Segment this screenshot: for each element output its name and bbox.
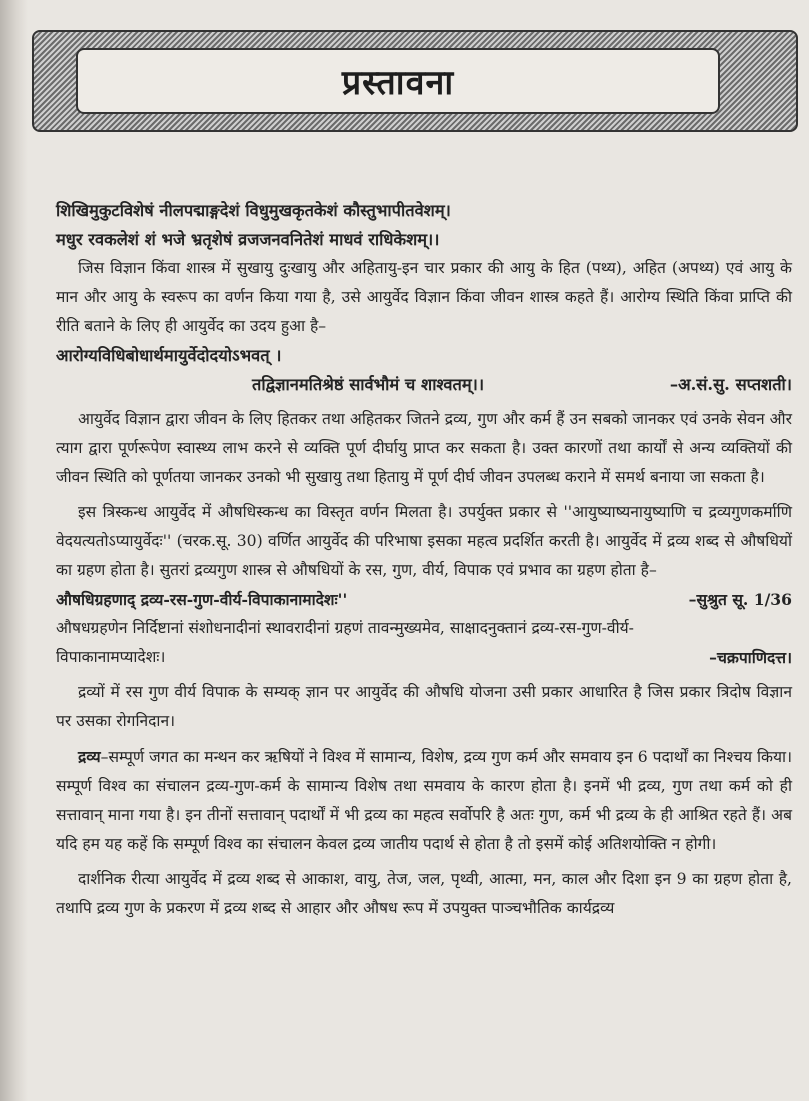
chakrapani-quote-row [56,643,792,672]
page-body [56,196,792,923]
sushruta-quote: औषधिग्रहणाद् द्रव्य-रस-गुण-वीर्य-विपाकानामादेशः'' [56,590,348,609]
title-frame [76,48,720,114]
dravya-text: –सम्पूर्ण जगत का मन्थन कर ऋषियों ने विश्व में सामान्य, विशेष, द्रव्य गुण कर्म और समवाय इन 6 पदार्थों का निश्चय किया। सम्पूर्ण विश्व का संचालन द्रव्य-गुण-कर्म के सामान्य विशेष तथा समवाय के कारण होता है। इनमें भी द्रव्य, गुण तथा कर्म को ही सत्तावान् माना गया है। इन तीनों सत्तावान् पदार्थों में भी द्रव्य का महत्व सर्वोपरि है अतः गुण, कर्म भी द्रव्य के ही आश्रित रहते हैं। अब यदि हम यह कहें कि सम्पूर्ण विश्व का संचालन केवल द्रव्य जातीय पदार्थ से होता है तो इसमें कोई अतिशयोक्ति न होगी। [56,748,792,853]
book-binding-shadow [0,0,28,1101]
aarogya-verse-citation: –अ.सं.सु. सप्तशती। [669,375,792,394]
chakrapani-quote-line-2: विपाकानामप्यादेशः। [56,648,166,666]
dravya-heading: द्रव्य [78,747,101,766]
sushruta-quote-row [56,585,792,614]
opening-verse-line-2: मधुर रवकलेशं शं भजे भ्रतृशेषं व्रजजनवनितेशं माधवं राधिकेशम्।। [56,230,440,249]
opening-verse-line-1: शिखिमुकुटविशेषं नीलपद्माङ्गदेशं विधुमुखकृतकेशं कौस्तुभापीतवेशम्। [56,201,451,220]
paragraph-ayurveda-definition: जिस विज्ञान किंवा शास्त्र में सुखायु दुःखायु और अहितायु-इन चार प्रकार की आयु के हित (पथ्य), अहित (अपथ्य) एवं आयु के मान और आयु के स्वरूप का वर्णन किया गया है, उसे आयुर्वेद विज्ञान किंवा जीवन शास्त्र कहते हैं। आरोग्य स्थिति किंवा प्राप्ति की रीति बताने के लिए ही आयुर्वेद का उदय हुआ है– [56,259,792,335]
aarogya-verse-line-1: आरोग्यविधिबोधार्थमायुर्वेदोदयोऽभवत् । [56,346,282,365]
sushruta-citation: –सुश्रुत सू. 1/36 [688,590,792,609]
title-banner [32,30,798,132]
aarogya-verse-line-2-row [56,370,792,399]
chakrapani-quote-line-1: औषधग्रहणेन निर्दिष्टानां संशोधनादीनां स्थावरादीनां ग्रहणं तावन्मुख्यमेव, साक्षादनुक्तानं द्रव्य-रस-गुण-वीर्य- [56,619,634,637]
paragraph-dravya [56,742,792,859]
page-title: प्रस्तावना [341,63,455,103]
paragraph-rasa-guna: द्रव्यों में रस गुण वीर्य विपाक के सम्यक् ज्ञान पर आयुर्वेद की औषधि योजना उसी प्रकार आधारित है जिस प्रकार त्रिदोष विज्ञान पर उसका रोगनिदान। [56,683,792,730]
chakrapani-citation: –चक्रपाणिदत्त। [709,648,792,667]
aarogya-verse-line-2: तद्विज्ञानमतिश्रेष्ठं सार्वभौमं च शाश्वतम्।। [252,375,485,394]
paragraph-philosophy: दार्शनिक रीत्या आयुर्वेद में द्रव्य शब्द से आकाश, वायु, तेज, जल, पृथ्वी, आत्मा, मन, काल और दिशा इन 9 का ग्रहण होता है, तथापि द्रव्य गुण के प्रकरण में द्रव्य शब्द से आहार और औषध रूप में उपयुक्त पाञ्चभौतिक कार्यद्रव्य [56,870,792,917]
paragraph-benefits: आयुर्वेद विज्ञान द्वारा जीवन के लिए हितकर तथा अहितकर जितने द्रव्य, गुण और कर्म हैं उन सबको जानकर एवं उनके सेवन और त्याग द्वारा पूर्णरूपेण स्वास्थ्य लाभ करने से व्यक्ति पूर्ण दीर्घायु प्राप्त कर सकता है। उक्त कारणों तथा कार्यों से अन्य व्यक्तियों की जीवन स्थिति को पूर्णतया जानकर उनको भी सुखायु तथा हितायु में पूर्ण दीर्घ जीवन उपलब्ध कराने में समर्थ बनाया जा सकता है। [56,410,792,486]
paragraph-trishkandha: इस त्रिस्कन्ध आयुर्वेद में औषधिस्कन्ध का विस्तृत वर्णन मिलता है। उपर्युक्त प्रकार से ''आयुष्याष्यनायुष्याणि च द्रव्यगुणकर्माणि वेदयत्यतोऽप्यायुर्वेदः'' (चरक.सू. 30) वर्णित आयुर्वेद की परिभाषा इसका महत्व प्रदर्शित करती है। आयुर्वेद में द्रव्य शब्द से औषधियों का ग्रहण होता है। सुतरां द्रव्यगुण शास्त्र से औषधियों के रस, गुण, वीर्य, विपाक एवं प्रभाव का ग्रहण होता है– [56,503,792,579]
